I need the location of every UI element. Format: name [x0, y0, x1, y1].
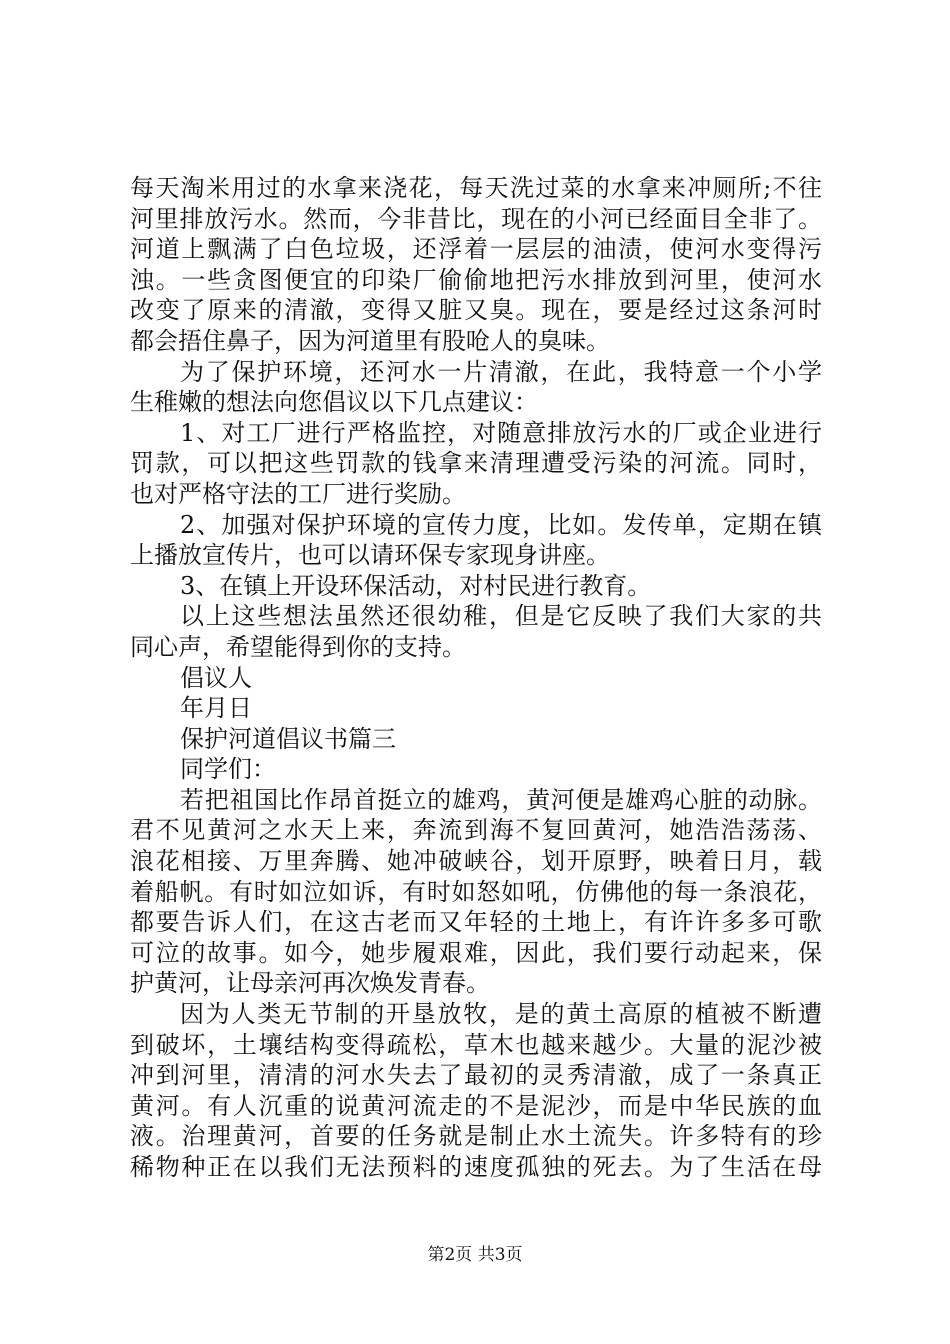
body-text-line: 稀物种正在以我们无法预料的速度孤独的死去。为了生活在母 [130, 1153, 822, 1181]
body-text-line: 到破坏，土壤结构变得疏松，草木也越来越少。大量的泥沙被 [130, 1030, 822, 1059]
salutation [130, 754, 822, 785]
paragraph-suggestion-1 [130, 418, 822, 510]
body-text-line: 护黄河，让母亲河再次焕发青春。 [130, 969, 490, 998]
body-text-line: 浪花相接、万里奔腾、她冲破峡谷，划开原野，映着日月，载 [130, 847, 822, 876]
body-text-line: 河道上飘满了白色垃圾，还浮着一层层的油渍，使河水变得污 [130, 235, 822, 264]
document-body [130, 173, 822, 1183]
body-text-line: 若把祖国比作昂首挺立的雄鸡，黄河便是雄鸡心脏的动脉。 [180, 785, 822, 814]
paragraph-suggestion-3 [130, 571, 822, 602]
body-text-line: 都会捂住鼻子，因为河道里有股呛人的臭味。 [130, 326, 610, 355]
body-text-line: 2、加强对保护环境的宣传力度，比如。发传单，定期在镇 [180, 510, 822, 539]
body-text-line: 改变了原来的清澈，变得又脏又臭。现在，要是经过这条河时 [130, 296, 822, 325]
body-text-line: 可泣的故事。如今，她步履艰难，因此，我们要行动起来，保 [130, 938, 822, 967]
paragraph-suggestion-2 [130, 510, 822, 571]
body-text-line: 年月日 [180, 694, 252, 723]
body-text-line: 生稚嫩的想法向您倡议以下几点建议： [130, 388, 538, 417]
body-text-line: 都要告诉人们，在这古老而又年轻的土地上，有许许多多可歌 [130, 908, 822, 937]
body-text-line: 为了保护环境，还河水一片清澈，在此，我特意一个小学 [180, 357, 822, 386]
paragraph-proposal-intro [130, 357, 822, 418]
body-text-line: 浊。一些贪图便宜的印染厂偷偷地把污水排放到河里，使河水 [130, 265, 822, 294]
paragraph-closing [130, 601, 822, 662]
paragraph-yellow-river [130, 785, 822, 999]
section-heading-line: 保护河道倡议书篇三 [180, 724, 396, 753]
body-text-line: 同心声，希望能得到你的支持。 [130, 632, 466, 661]
body-text-line: 同学们： [180, 755, 276, 784]
body-text-line: 1、对工厂进行严格监控，对随意排放污水的厂或企业进行 [180, 418, 822, 447]
body-text-line: 也对严格守法的工厂进行奖励。 [130, 479, 466, 508]
page-footer [0, 1244, 950, 1266]
section-title [130, 724, 822, 755]
body-text-line: 河里排放污水。然而，今非昔比，现在的小河已经面目全非了。 [130, 204, 822, 233]
body-text-line: 罚款，可以把这些罚款的钱拿来清理遭受污染的河流。同时， [130, 449, 822, 478]
body-text-line: 冲到河里，清清的河水失去了最初的灵秀清澈，成了一条真正 [130, 1061, 822, 1090]
signature-date [130, 693, 822, 724]
paragraph-soil-erosion [130, 999, 822, 1183]
body-text-line: 着船帆。有时如泣如诉，有时如怒如吼，仿佛他的每一条浪花， [130, 877, 822, 906]
body-text-line: 液。治理黄河，首要的任务就是制止水土流失。许多特有的珍 [130, 1122, 822, 1151]
paragraph-continued-river-description [130, 173, 822, 357]
body-text-line: 以上这些想法虽然还很幼稚，但是它反映了我们大家的共 [180, 602, 822, 631]
body-text-line: 倡议人 [180, 663, 252, 692]
body-text-line: 因为人类无节制的开垦放牧，是的黄土高原的植被不断遭 [180, 1000, 822, 1029]
signature-proposer [130, 663, 822, 694]
body-text-line: 上播放宣传片，也可以请环保专家现身讲座。 [130, 541, 610, 570]
body-text-line: 君不见黄河之水天上来，奔流到海不复回黄河，她浩浩荡荡、 [130, 816, 822, 845]
page-number-label: 第2页 共3页 [427, 1245, 523, 1265]
body-text-line: 3、在镇上开设环保活动，对村民进行教育。 [180, 571, 652, 600]
body-text-line: 黄河。有人沉重的说黄河流走的不是泥沙，而是中华民族的血 [130, 1091, 822, 1120]
body-text-line: 每天淘米用过的水拿来浇花，每天洗过菜的水拿来冲厕所;不往 [130, 174, 822, 202]
